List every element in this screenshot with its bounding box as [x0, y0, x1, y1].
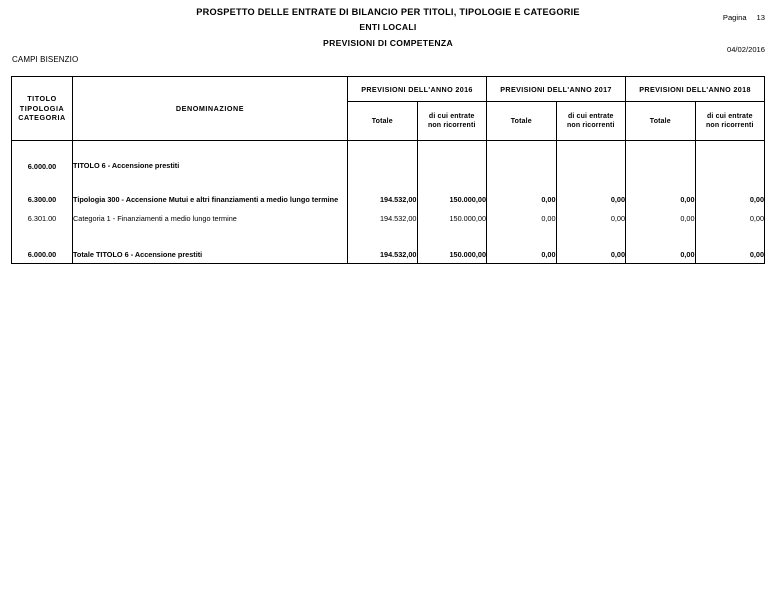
sub-header-line1: di cui entrate [567, 113, 614, 120]
row-2018-totale: 0,00 [626, 191, 696, 214]
row-2018-totale [626, 155, 696, 177]
row-2017-non-ricorrenti: 0,00 [556, 246, 626, 264]
table-spacer-row [12, 227, 765, 246]
spacer-cell [417, 177, 487, 191]
row-2017-totale: 0,00 [487, 191, 557, 214]
row-2018-non-ricorrenti: 0,00 [695, 191, 765, 214]
spacer-cell [487, 141, 557, 156]
sub-header-line2: non ricorrenti [705, 122, 754, 129]
column-header-2016-non-ricorrenti [417, 102, 487, 141]
page-title: PROSPETTO DELLE ENTRATE DI BILANCIO PER TITOLI, TIPOLOGIE E CATEGORIE [196, 7, 580, 17]
row-denominazione: Tipologia 300 - Accensione Mutui e altri finanziamenti a medio lungo termine [73, 191, 348, 214]
spacer-cell [626, 227, 696, 246]
spacer-cell [73, 141, 348, 156]
report-table [11, 76, 765, 264]
column-header-year-2016: PREVISIONI DELL'ANNO 2016 [348, 77, 487, 102]
row-2017-non-ricorrenti: 0,00 [556, 214, 626, 227]
row-2018-totale: 0,00 [626, 214, 696, 227]
row-codice: 6.300.00 [12, 191, 73, 214]
row-2016-non-ricorrenti [417, 155, 487, 177]
page-header [0, 0, 776, 70]
row-denominazione: Categoria 1 - Finanziamenti a medio lungo termine [73, 214, 348, 227]
spacer-cell [695, 227, 765, 246]
column-header-codice-line3: CATEGORIA [18, 113, 66, 123]
spacer-cell [417, 227, 487, 246]
spacer-cell [12, 141, 73, 156]
page-subtitle: ENTI LOCALI [359, 22, 417, 32]
row-2018-totale: 0,00 [626, 246, 696, 264]
spacer-cell [12, 177, 73, 191]
column-header-codice-line1: TITOLO [27, 94, 57, 104]
column-header-year-2018: PREVISIONI DELL'ANNO 2018 [626, 77, 765, 102]
column-header-2018-totale: Totale [626, 102, 696, 141]
row-2016-totale: 194.532,00 [348, 214, 418, 227]
sub-header-line2: non ricorrenti [566, 122, 615, 129]
table-row [12, 214, 765, 227]
row-2017-totale: 0,00 [487, 214, 557, 227]
row-codice: 6.301.00 [12, 214, 73, 227]
column-header-year-2017: PREVISIONI DELL'ANNO 2017 [487, 77, 626, 102]
column-header-2017-totale: Totale [487, 102, 557, 141]
sub-header-line2: non ricorrenti [427, 122, 476, 129]
column-header-denominazione: DENOMINAZIONE [73, 77, 348, 141]
row-2016-totale: 194.532,00 [348, 246, 418, 264]
page-number-label: Pagina [722, 13, 747, 22]
row-2016-non-ricorrenti: 150.000,00 [417, 246, 487, 264]
spacer-cell [487, 227, 557, 246]
table-row [12, 191, 765, 214]
document-date: 04/02/2016 [726, 45, 765, 54]
row-denominazione: Totale TITOLO 6 - Accensione prestiti [73, 246, 348, 264]
sub-header-line1: di cui entrate [706, 113, 753, 120]
spacer-cell [626, 141, 696, 156]
spacer-cell [73, 177, 348, 191]
page-subtitle-secondary: PREVISIONI DI COMPETENZA [323, 38, 453, 48]
spacer-cell [348, 141, 418, 156]
row-codice: 6.000.00 [12, 155, 73, 177]
row-2017-non-ricorrenti [556, 155, 626, 177]
spacer-cell [695, 177, 765, 191]
spacer-cell [556, 141, 626, 156]
row-2018-non-ricorrenti [695, 155, 765, 177]
sub-header-line1: di cui entrate [428, 113, 475, 120]
row-denominazione: TITOLO 6 - Accensione prestiti [73, 155, 348, 177]
column-header-2018-non-ricorrenti [695, 102, 765, 141]
entity-name: CAMPI BISENZIO [12, 55, 79, 64]
spacer-cell [348, 227, 418, 246]
table-header-row-groups [12, 77, 765, 102]
report-table-container [11, 76, 764, 264]
spacer-cell [556, 177, 626, 191]
page-number-value: 13 [756, 13, 765, 22]
spacer-cell [626, 177, 696, 191]
column-header-2016-totale: Totale [348, 102, 418, 141]
spacer-cell [695, 141, 765, 156]
row-2018-non-ricorrenti: 0,00 [695, 214, 765, 227]
table-head [12, 77, 765, 141]
spacer-cell [417, 141, 487, 156]
spacer-cell [348, 177, 418, 191]
table-body [12, 141, 765, 264]
document-title-block [0, 5, 776, 51]
table-spacer-row [12, 141, 765, 156]
row-2017-totale [487, 155, 557, 177]
table-row [12, 155, 765, 177]
spacer-cell [73, 227, 348, 246]
row-2017-non-ricorrenti: 0,00 [556, 191, 626, 214]
row-codice: 6.000.00 [12, 246, 73, 264]
row-2018-non-ricorrenti: 0,00 [695, 246, 765, 264]
column-header-codice [12, 77, 73, 141]
spacer-cell [487, 177, 557, 191]
page-number-block [723, 13, 765, 22]
row-2016-non-ricorrenti: 150.000,00 [417, 191, 487, 214]
table-row-total [12, 246, 765, 264]
row-2017-totale: 0,00 [487, 246, 557, 264]
row-2016-totale [348, 155, 418, 177]
row-2016-totale: 194.532,00 [348, 191, 418, 214]
spacer-cell [12, 227, 73, 246]
table-spacer-row [12, 177, 765, 191]
row-2016-non-ricorrenti: 150.000,00 [417, 214, 487, 227]
spacer-cell [556, 227, 626, 246]
column-header-2017-non-ricorrenti [556, 102, 626, 141]
column-header-codice-line2: TIPOLOGIA [19, 103, 65, 113]
